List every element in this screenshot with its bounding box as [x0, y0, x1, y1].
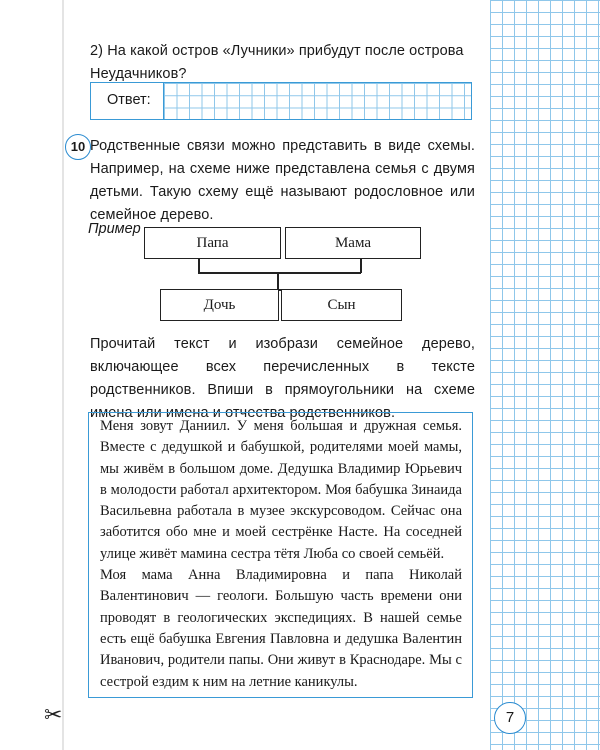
tree-box-father: Папа [144, 227, 281, 259]
story-text-box [88, 412, 473, 698]
task-intro: Родственные связи можно представить в виде схемы. Например, на схеме ниже представлена семья с двумя детьми. Такую схему ещё называют родословное или семейное дерево. [90, 138, 475, 223]
tree-line [277, 272, 279, 290]
answer-label: Ответ: [107, 92, 151, 108]
task-instruction: Прочитай текст и изобрази семейное дерево, включающее всех перечисленных в тексте родственников. Впиши в прямоугольники на схеме имена или имена и отчества родственников. [90, 336, 475, 421]
tree-line [198, 259, 200, 273]
tree-line [198, 272, 361, 274]
page-margin-line [62, 0, 64, 750]
answer-input-grid[interactable] [163, 83, 471, 119]
question-2: 2) На какой остров «Лучники» прибудут после острова Неудачников? [90, 43, 464, 82]
tree-line [360, 259, 362, 273]
page-number: 7 [494, 702, 526, 734]
grid-margin [490, 0, 600, 750]
tree-box-daughter: Дочь [160, 289, 279, 321]
story-paragraph-2: Моя мама Анна Владимировна и папа Николай Валентинович — геологи. Большую часть времени они проводят в геологических экспедициях. В нашей семье есть ещё бабушка Евгения Павловна и дедушка Валентин Иванович, родители папы. Они живут в Краснодаре. Мы с сестрой ездим к ним на летние каникулы. [100, 567, 462, 690]
story-paragraph-1: Меня зовут Даниил. У меня большая и дружная семья. Вместе с дедушкой и бабушкой, родителями моей мамы, мы живём в большом доме. Дедушка Владимир Юрьевич в молодости работал архитектором. Моя бабушка Зинаида Васильевна работала в музее экскурсоводом. Сейчас она заботится обо мне и моей сестрёнке Насте. На соседней улице живёт мамина сестра тётя Люба со своей семьёй. [100, 418, 462, 562]
example-label: Пример [88, 221, 141, 237]
tree-box-mother: Мама [285, 227, 421, 259]
scissors-icon: ✂ [44, 702, 63, 727]
task-number-badge: 10 [65, 134, 91, 160]
tree-box-son: Сын [281, 289, 402, 321]
answer-box[interactable] [90, 82, 472, 120]
